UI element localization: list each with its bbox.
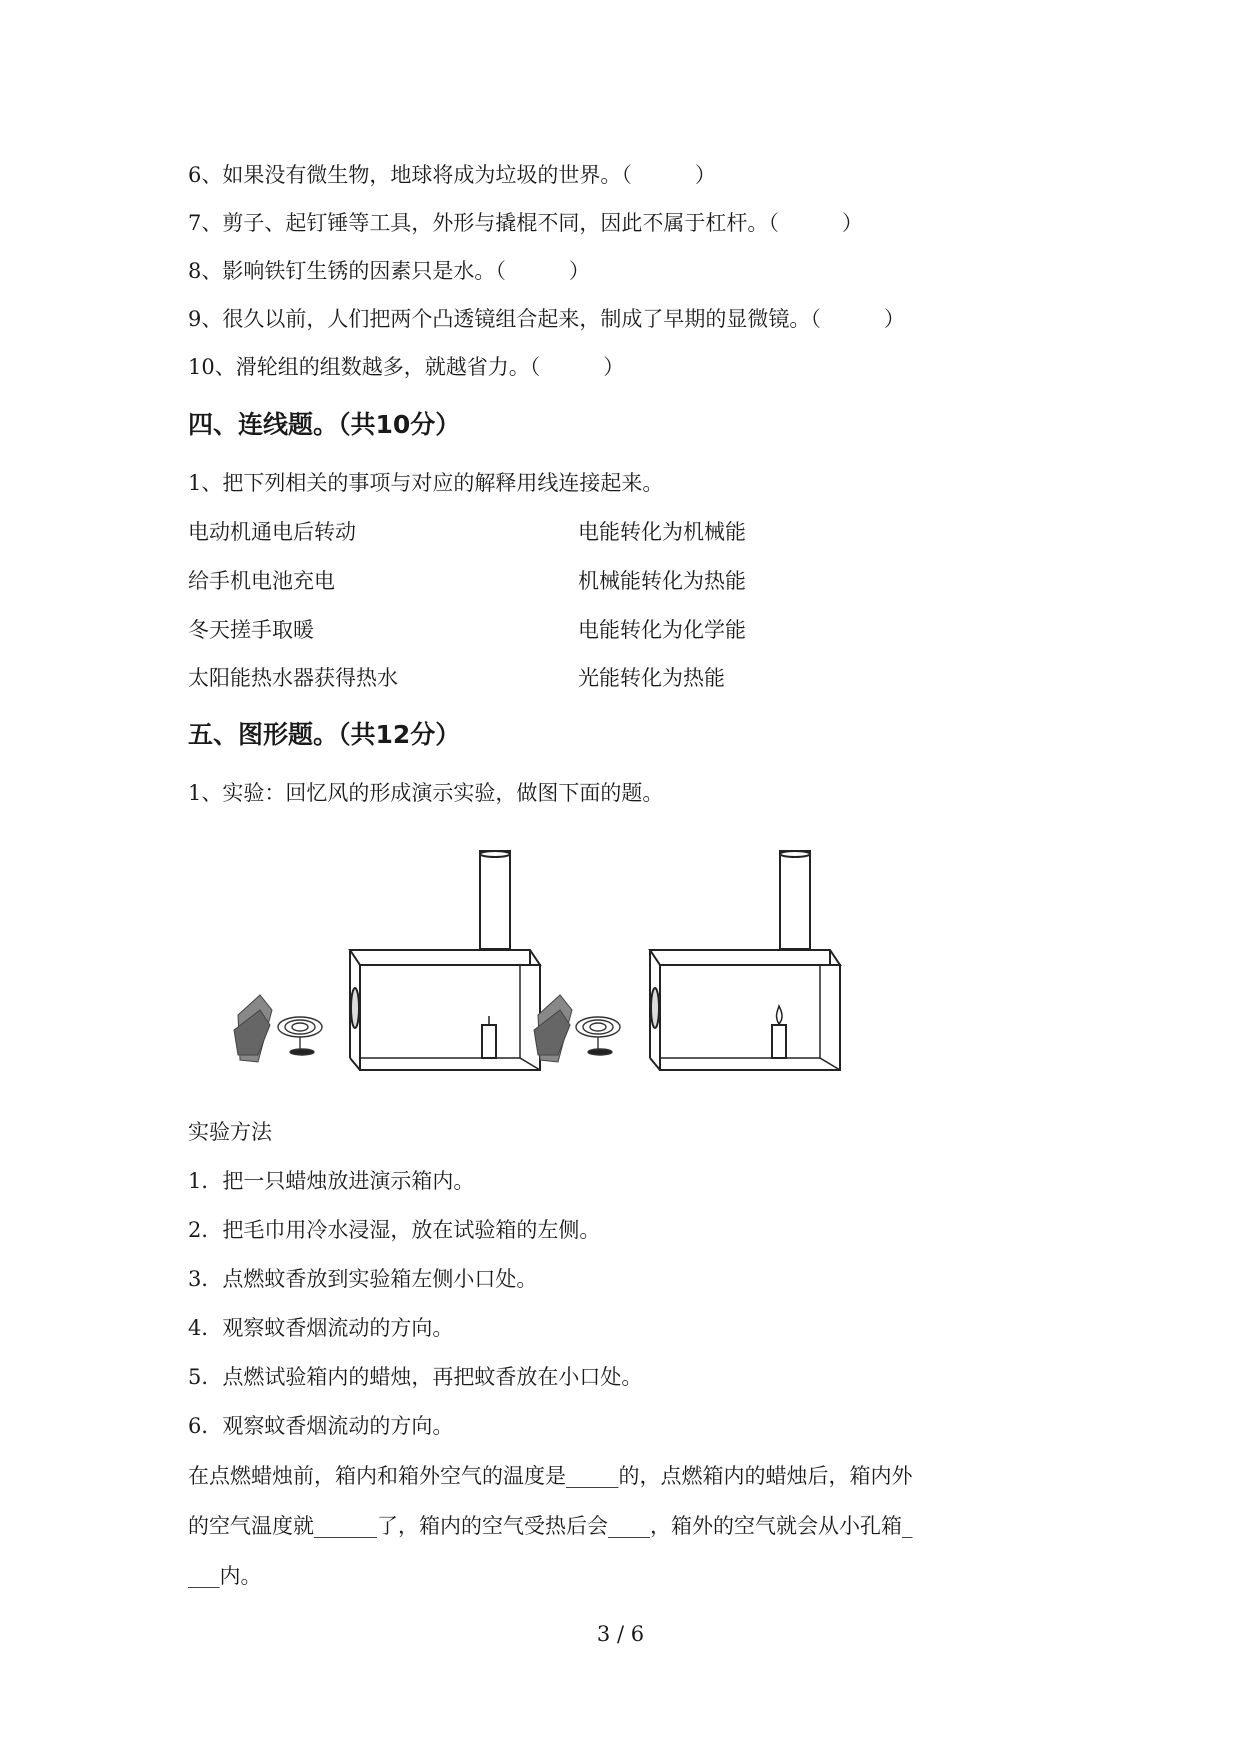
method-step: 4．观察蚊香烟流动的方向。 xyxy=(188,1316,454,1340)
match-left-item: 给手机电池充电 xyxy=(188,569,335,593)
match-right-item: 光能转化为热能 xyxy=(578,666,725,690)
match-left-item: 电动机通电后转动 xyxy=(188,520,356,544)
section-5-title: 五、图形题。（共12分） xyxy=(188,720,461,749)
fill-in-line: 的空气温度就______了，箱内的空气受热后会____，箱外的空气就会从小孔箱_ xyxy=(188,1514,913,1538)
match-right-item: 电能转化为化学能 xyxy=(578,618,746,642)
judgement-item: 6、如果没有微生物，地球将成为垃圾的世界。（ ） xyxy=(188,163,716,187)
method-step: 5．点燃试验箱内的蜡烛，再把蚊香放在小口处。 xyxy=(188,1365,643,1389)
judgement-item: 9、很久以前，人们把两个凸透镜组合起来，制成了早期的显微镜。（ ） xyxy=(188,307,905,331)
wind-experiment-figure xyxy=(230,850,910,1095)
method-step: 2．把毛巾用冷水浸湿，放在试验箱的左侧。 xyxy=(188,1218,601,1242)
mosquito-coil-right xyxy=(576,1017,620,1055)
experiment-box-right xyxy=(650,851,840,1070)
section-5-question: 1、实验：回忆风的形成演示实验，做图下面的题。 xyxy=(188,781,664,805)
match-left-item: 太阳能热水器获得热水 xyxy=(188,666,398,690)
judgement-item: 7、剪子、起钉锤等工具，外形与撬棍不同，因此不属于杠杆。（ ） xyxy=(188,211,863,235)
fill-in-line: ___内。 xyxy=(188,1564,262,1588)
fill-in-line: 在点燃蜡烛前，箱内和箱外空气的温度是_____的，点燃箱内的蜡烛后，箱内外 xyxy=(188,1464,913,1488)
match-left-item: 冬天搓手取暖 xyxy=(188,618,314,642)
method-step: 1．把一只蜡烛放进演示箱内。 xyxy=(188,1169,475,1193)
towel-left xyxy=(234,995,272,1062)
match-right-item: 机械能转化为热能 xyxy=(578,569,746,593)
judgement-item: 8、影响铁钉生锈的因素只是水。（ ） xyxy=(188,259,590,283)
method-title: 实验方法 xyxy=(188,1120,272,1144)
page-number: 3 / 6 xyxy=(596,1622,645,1646)
section-4-title: 四、连线题。（共10分） xyxy=(188,410,461,439)
method-step: 6．观察蚊香烟流动的方向。 xyxy=(188,1414,454,1438)
experiment-box-left xyxy=(350,851,540,1070)
section-4-question: 1、把下列相关的事项与对应的解释用线连接起来。 xyxy=(188,471,664,495)
match-right-item: 电能转化为机械能 xyxy=(578,520,746,544)
method-step: 3．点燃蚊香放到实验箱左侧小口处。 xyxy=(188,1267,538,1291)
mosquito-coil-left xyxy=(278,1017,322,1055)
judgement-item: 10、滑轮组的组数越多，就越省力。（ ） xyxy=(188,355,625,379)
